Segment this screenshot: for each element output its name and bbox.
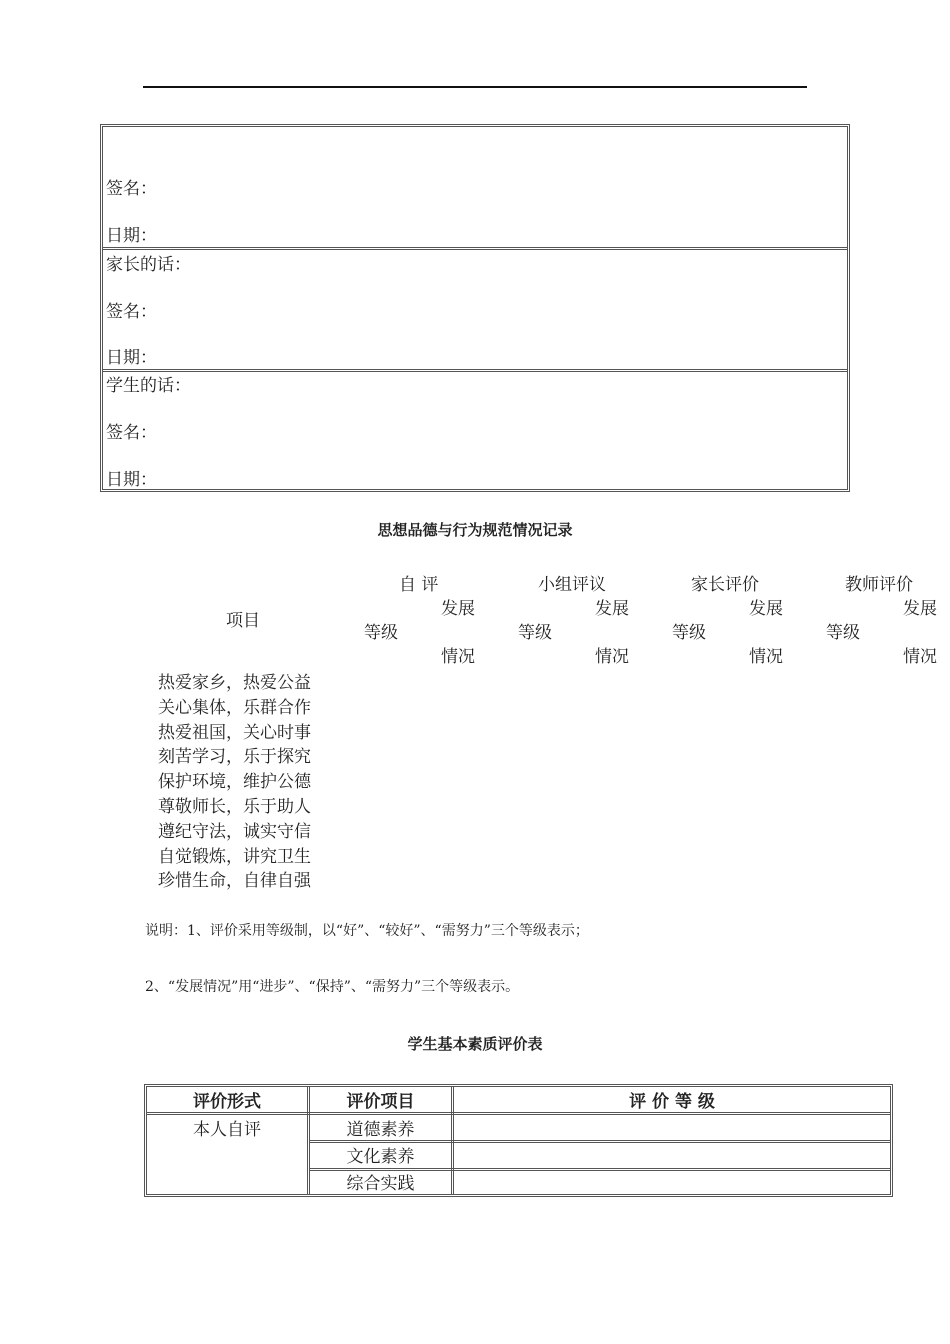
header-eval-grade: 评 价 等 级: [629, 1092, 715, 1112]
note-line-1: 说明：1、评价采用等级制，以“好”、“较好”、“需努力”三个等级表示；: [145, 923, 589, 939]
sub-dev-bottom: 情况: [903, 647, 937, 667]
signature-label: 签名：: [106, 179, 157, 199]
item-header: 项目: [226, 611, 260, 631]
date-label: 日期：: [106, 226, 157, 246]
eval-item-moral: 道德素养: [346, 1120, 415, 1140]
record-item: 热爱祖国，关心时事: [158, 722, 311, 743]
date-label: 日期：: [106, 470, 157, 490]
sub-dev-bottom: 情况: [595, 647, 629, 667]
comment-box-student[interactable]: [103, 372, 847, 489]
eval-form-self: 本人自评: [193, 1120, 261, 1140]
sub-dev-top: 发展: [441, 599, 475, 619]
eval-item-practice: 综合实践: [346, 1174, 415, 1194]
header-eval-form: 评价形式: [193, 1092, 261, 1112]
signature-label: 签名：: [106, 423, 157, 443]
sub-dev-top: 发展: [595, 599, 629, 619]
comment-box-teacher[interactable]: [103, 127, 847, 250]
grade-cell-culture[interactable]: [454, 1143, 890, 1168]
quality-title: 学生基本素质评价表: [407, 1035, 543, 1053]
quality-table: [144, 1084, 893, 1197]
record-item: 关心集体，乐群合作: [158, 697, 311, 718]
comment-boxes: [100, 124, 850, 492]
sub-grade: 等级: [364, 623, 398, 643]
parent-words-label: 家长的话：: [106, 255, 191, 275]
sub-dev-top: 发展: [903, 599, 937, 619]
grade-cell-moral[interactable]: [454, 1115, 890, 1140]
record-item: 热爱家乡，热爱公益: [158, 673, 311, 693]
record-item: 刻苦学习，乐于探究: [158, 747, 311, 768]
student-words-label: 学生的话：: [106, 376, 191, 396]
sub-dev-bottom: 情况: [749, 647, 783, 667]
grade-cell-practice[interactable]: [454, 1171, 890, 1194]
group-teacher-eval: 教师评价: [845, 575, 913, 595]
sub-grade: 等级: [518, 623, 552, 643]
sub-grade: 等级: [672, 623, 706, 643]
record-item-list: [158, 671, 311, 894]
group-self-eval: 自 评: [399, 575, 439, 595]
sub-grade: 等级: [826, 623, 860, 643]
record-item: 尊敬师长，乐于助人: [158, 796, 311, 817]
group-parent-eval: 家长评价: [691, 575, 759, 595]
comment-box-parent[interactable]: [103, 250, 847, 372]
sub-dev-bottom: 情况: [441, 647, 475, 667]
record-item: 保护环境，维护公德: [158, 772, 311, 793]
sub-dev-top: 发展: [749, 599, 783, 619]
note-line-2: 2、“发展情况”用“进步”、“保持”、“需努力”三个等级表示。: [145, 979, 520, 995]
header-eval-item: 评价项目: [346, 1092, 415, 1112]
date-label: 日期：: [106, 348, 157, 368]
eval-item-culture: 文化素养: [346, 1147, 415, 1167]
record-title: 思想品德与行为规范情况记录: [377, 521, 573, 539]
group-peer-eval: 小组评议: [538, 575, 606, 595]
record-item: 遵纪守法，诚实守信: [158, 821, 311, 842]
record-item: 自觉锻炼，讲究卫生: [158, 846, 311, 867]
record-item: 珍惜生命，自律自强: [158, 871, 311, 892]
top-rule: [143, 86, 807, 88]
signature-label: 签名：: [106, 302, 157, 322]
